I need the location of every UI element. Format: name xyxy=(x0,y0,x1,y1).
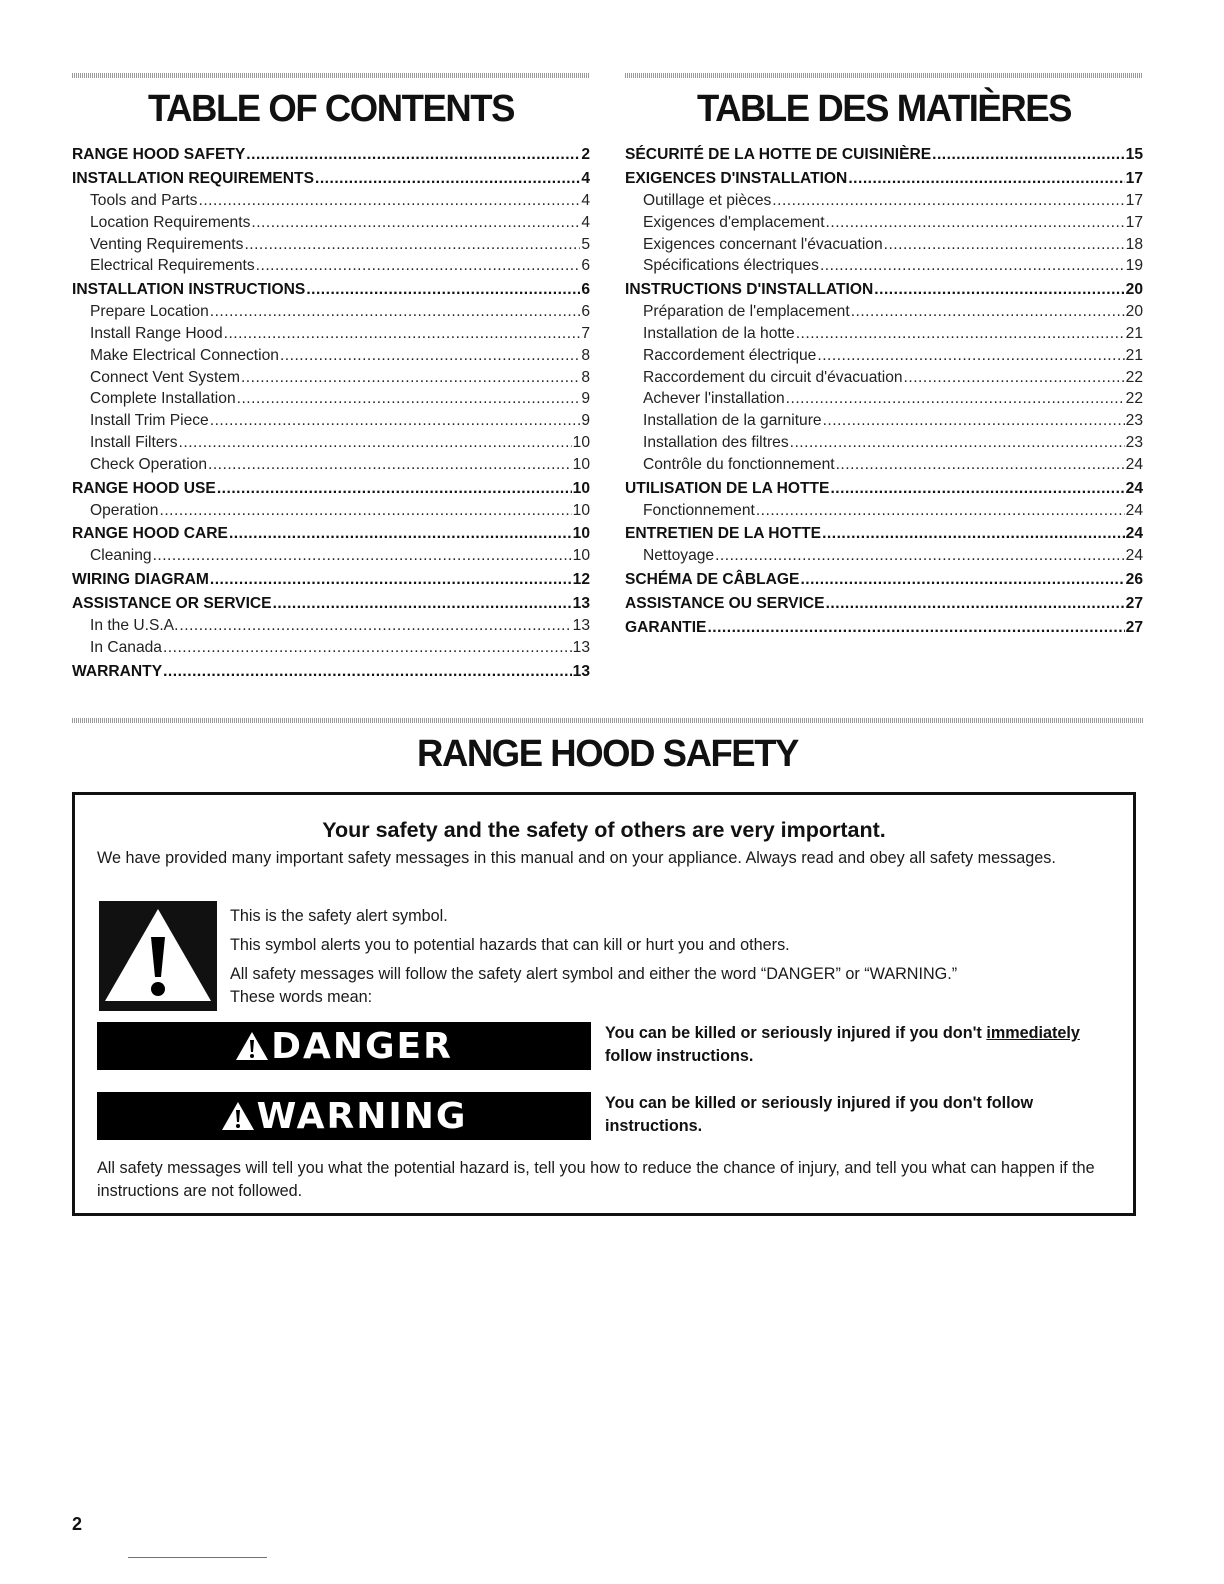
toc-entry-page: 7 xyxy=(581,324,590,342)
toc-entry[interactable] xyxy=(72,367,590,389)
toc-leader-dots xyxy=(198,190,580,212)
toc-leader-dots xyxy=(224,323,581,345)
toc-entry-page: 26 xyxy=(1125,571,1143,589)
toc-entry-page: 19 xyxy=(1125,257,1143,275)
danger-alert-icon xyxy=(235,1030,269,1062)
warning-alert-icon xyxy=(221,1100,255,1132)
toc-entry-label: RANGE HOOD CARE xyxy=(72,525,228,543)
danger-banner xyxy=(97,1022,591,1070)
toc-entry-page: 9 xyxy=(581,412,590,430)
toc-entry[interactable] xyxy=(72,478,590,500)
warning-banner xyxy=(97,1092,591,1140)
toc-leader-dots xyxy=(210,569,572,591)
toc-leader-dots xyxy=(884,234,1125,256)
toc-entry-page: 18 xyxy=(1125,235,1143,253)
toc-leader-dots xyxy=(163,661,572,683)
alert-line-1: This is the safety alert symbol. xyxy=(230,907,448,925)
toc-leader-dots xyxy=(315,168,580,190)
toc-entry[interactable] xyxy=(625,545,1143,567)
toc-entry[interactable] xyxy=(72,323,590,345)
toc-entry-page: 22 xyxy=(1125,368,1143,386)
toc-entry-label: Make Electrical Connection xyxy=(90,346,279,364)
toc-entry-page: 10 xyxy=(572,547,590,565)
toc-leader-dots xyxy=(715,545,1125,567)
section-rule xyxy=(72,718,1143,723)
toc-entry-label: Fonctionnement xyxy=(643,501,755,519)
toc-leader-dots xyxy=(210,301,581,323)
toc-list-en xyxy=(72,142,590,683)
toc-leader-dots xyxy=(851,301,1125,323)
toc-entry-label: Cleaning xyxy=(90,547,152,565)
toc-entry-page: 2 xyxy=(581,146,590,164)
toc-entry-page: 10 xyxy=(572,455,590,473)
toc-entry-label: INSTALLATION INSTRUCTIONS xyxy=(72,281,306,299)
toc-entry[interactable] xyxy=(625,279,1143,301)
toc-entry-page: 17 xyxy=(1125,191,1143,209)
toc-entry-page: 4 xyxy=(581,191,590,209)
toc-entry-label: Operation xyxy=(90,501,159,519)
page-number: 2 xyxy=(72,1514,83,1534)
toc-entry-page: 24 xyxy=(1125,479,1143,497)
safety-closing: All safety messages will tell you what the potential hazard is, tell you how to reduce the chance of injury, and tell you what can happen if the instructions are not followed. xyxy=(97,1159,1095,1200)
toc-entry-page: 23 xyxy=(1125,412,1143,430)
toc-entry-page: 17 xyxy=(1125,170,1143,188)
toc-entry[interactable] xyxy=(625,569,1143,591)
top-right-rule xyxy=(625,73,1143,78)
toc-entry[interactable] xyxy=(72,500,590,522)
toc-entry-label: Contrôle du fonctionnement xyxy=(643,455,835,473)
toc-entry-label: Installation de la hotte xyxy=(643,324,795,342)
toc-leader-dots xyxy=(208,454,572,476)
toc-leader-dots xyxy=(237,388,581,410)
toc-leader-dots xyxy=(823,410,1125,432)
toc-leader-dots xyxy=(159,500,571,522)
toc-entry-page: 5 xyxy=(581,235,590,253)
toc-entry-page: 6 xyxy=(581,303,590,321)
toc-entry-label: Tools and Parts xyxy=(90,191,198,209)
toc-entry-label: In the U.S.A. xyxy=(90,617,179,635)
toc-entry-page: 13 xyxy=(572,617,590,635)
toc-entry-page: 20 xyxy=(1125,303,1143,321)
toc-entry[interactable] xyxy=(72,545,590,567)
toc-entry-label: Achever l'installation xyxy=(643,390,785,408)
toc-leader-dots xyxy=(826,212,1125,234)
toc-leader-dots xyxy=(786,388,1125,410)
toc-leader-dots xyxy=(826,593,1125,615)
toc-entry-label: Exigences d'emplacement xyxy=(643,213,825,231)
danger-word: DANGER xyxy=(271,1025,453,1067)
toc-entry-page: 27 xyxy=(1125,619,1143,637)
toc-entry[interactable] xyxy=(72,388,590,410)
toc-entry[interactable] xyxy=(72,410,590,432)
toc-entry-page: 17 xyxy=(1125,213,1143,231)
toc-entry-page: 24 xyxy=(1125,501,1143,519)
toc-entry[interactable] xyxy=(625,388,1143,410)
toc-entry[interactable] xyxy=(625,255,1143,277)
toc-entry-page: 13 xyxy=(572,638,590,656)
toc-title-en: TABLE OF CONTENTS xyxy=(148,88,514,130)
toc-leader-dots xyxy=(848,168,1124,190)
safety-box xyxy=(72,792,1136,1216)
toc-entry-label: Installation des filtres xyxy=(643,433,789,451)
toc-entry[interactable] xyxy=(625,523,1143,545)
toc-leader-dots xyxy=(163,637,572,659)
danger-message: You can be killed or seriously injured if you don't immediately follow instructions. xyxy=(605,1024,1080,1065)
toc-entry[interactable] xyxy=(625,144,1143,166)
toc-entry[interactable] xyxy=(625,617,1143,639)
toc-entry-label: RANGE HOOD SAFETY xyxy=(72,146,246,164)
toc-entry-label: In Canada xyxy=(90,638,162,656)
toc-entry-label: Outillage et pièces xyxy=(643,191,772,209)
toc-entry-label: Exigences concernant l'évacuation xyxy=(643,235,883,253)
toc-entry[interactable] xyxy=(72,615,590,637)
toc-entry-label: Install Filters xyxy=(90,433,178,451)
toc-leader-dots xyxy=(756,500,1125,522)
toc-leader-dots xyxy=(820,255,1125,277)
toc-leader-dots xyxy=(280,345,580,367)
toc-entry-label: Electrical Requirements xyxy=(90,257,255,275)
toc-entry-label: Raccordement du circuit d'évacuation xyxy=(643,368,903,386)
toc-entry-page: 20 xyxy=(1125,281,1143,299)
toc-entry[interactable] xyxy=(625,367,1143,389)
toc-list-fr xyxy=(625,142,1143,639)
toc-entry-label: Venting Requirements xyxy=(90,235,244,253)
alert-line-3: All safety messages will follow the safety alert symbol and either the word “DANGER” or “WARNING.” xyxy=(230,965,958,983)
toc-entry[interactable] xyxy=(72,569,590,591)
toc-leader-dots xyxy=(904,367,1125,389)
toc-entry-page: 10 xyxy=(572,525,590,543)
toc-entry-page: 23 xyxy=(1125,433,1143,451)
toc-entry-label: Préparation de l'emplacement xyxy=(643,303,850,321)
toc-leader-dots xyxy=(306,279,580,301)
toc-entry[interactable] xyxy=(625,410,1143,432)
toc-entry[interactable] xyxy=(72,190,590,212)
toc-leader-dots xyxy=(246,144,580,166)
toc-entry-label: INSTALLATION REQUIREMENTS xyxy=(72,170,314,188)
footer-line xyxy=(128,1557,267,1558)
toc-leader-dots xyxy=(217,478,572,500)
toc-entry[interactable] xyxy=(625,212,1143,234)
toc-entry-page: 4 xyxy=(581,213,590,231)
toc-entry-label: ASSISTANCE OR SERVICE xyxy=(72,595,272,613)
toc-entry-page: 8 xyxy=(581,346,590,364)
toc-entry[interactable] xyxy=(72,279,590,301)
toc-entry-page: 21 xyxy=(1125,346,1143,364)
toc-entry[interactable] xyxy=(72,637,590,659)
safety-title: RANGE HOOD SAFETY xyxy=(417,733,798,775)
toc-leader-dots xyxy=(210,410,581,432)
toc-entry-label: Spécifications électriques xyxy=(643,257,819,275)
warning-word: WARNING xyxy=(256,1095,468,1137)
toc-leader-dots xyxy=(836,454,1125,476)
toc-entry-label: RANGE HOOD USE xyxy=(72,479,216,497)
toc-entry[interactable] xyxy=(625,593,1143,615)
toc-entry[interactable] xyxy=(625,168,1143,190)
top-left-rule xyxy=(72,73,590,78)
toc-leader-dots xyxy=(229,523,572,545)
toc-entry[interactable] xyxy=(625,190,1143,212)
toc-entry-label: EXIGENCES D'INSTALLATION xyxy=(625,170,848,188)
alert-line-2: This symbol alerts you to potential hazards that can kill or hurt you and others. xyxy=(230,936,790,954)
warning-message: You can be killed or seriously injured if you don't follow instructions. xyxy=(605,1094,1034,1135)
toc-entry[interactable] xyxy=(72,593,590,615)
toc-title-fr: TABLE DES MATIÈRES xyxy=(696,88,1072,130)
toc-entry[interactable] xyxy=(625,323,1143,345)
toc-entry-page: 10 xyxy=(572,433,590,451)
toc-entry-label: Install Trim Piece xyxy=(90,412,209,430)
toc-entry[interactable] xyxy=(72,454,590,476)
toc-entry-label: SÉCURITÉ DE LA HOTTE DE CUISINIÈRE xyxy=(625,146,932,164)
toc-leader-dots xyxy=(244,234,580,256)
toc-entry-page: 6 xyxy=(581,257,590,275)
toc-entry-label: Install Range Hood xyxy=(90,324,223,342)
toc-entry[interactable] xyxy=(625,432,1143,454)
toc-entry[interactable] xyxy=(625,345,1143,367)
toc-entry-page: 10 xyxy=(572,479,590,497)
toc-entry[interactable] xyxy=(625,301,1143,323)
alert-line-4: These words mean: xyxy=(230,988,373,1006)
toc-leader-dots xyxy=(179,432,572,454)
toc-entry-label: WARRANTY xyxy=(72,662,163,680)
warning-triangle-icon xyxy=(99,901,217,1011)
toc-entry-label: Connect Vent System xyxy=(90,368,240,386)
toc-entry-page: 15 xyxy=(1125,146,1143,164)
safety-heading: Your safety and the safety of others are very important. xyxy=(322,818,886,842)
safety-intro: We have provided many important safety messages in this manual and on your appliance. Always read and obey all safety messages. xyxy=(97,849,1056,867)
toc-entry[interactable] xyxy=(625,500,1143,522)
toc-entry-page: 4 xyxy=(581,170,590,188)
toc-leader-dots xyxy=(273,593,572,615)
safety-alert-symbol xyxy=(99,901,217,1011)
toc-leader-dots xyxy=(874,279,1124,301)
danger-emphasis: immediately xyxy=(986,1024,1080,1042)
toc-entry[interactable] xyxy=(72,345,590,367)
toc-entry[interactable] xyxy=(625,478,1143,500)
toc-entry-label: GARANTIE xyxy=(625,619,707,637)
toc-leader-dots xyxy=(241,367,580,389)
toc-entry-page: 10 xyxy=(572,501,590,519)
toc-leader-dots xyxy=(822,523,1125,545)
toc-entry[interactable] xyxy=(625,234,1143,256)
toc-entry-label: Complete Installation xyxy=(90,390,236,408)
toc-entry[interactable] xyxy=(72,661,590,683)
toc-leader-dots xyxy=(179,615,571,637)
toc-entry-page: 9 xyxy=(581,390,590,408)
toc-leader-dots xyxy=(932,144,1125,166)
toc-leader-dots xyxy=(256,255,581,277)
toc-entry-page: 12 xyxy=(572,571,590,589)
toc-entry-page: 13 xyxy=(572,595,590,613)
toc-leader-dots xyxy=(153,545,572,567)
toc-entry[interactable] xyxy=(72,144,590,166)
toc-entry-label: WIRING DIAGRAM xyxy=(72,571,209,589)
toc-leader-dots xyxy=(790,432,1125,454)
toc-entry-label: SCHÉMA DE CÂBLAGE xyxy=(625,571,800,589)
toc-leader-dots xyxy=(796,323,1125,345)
toc-entry-label: Location Requirements xyxy=(90,213,251,231)
toc-entry-page: 24 xyxy=(1125,547,1143,565)
toc-leader-dots xyxy=(830,478,1124,500)
toc-entry-label: Check Operation xyxy=(90,455,208,473)
toc-entry[interactable] xyxy=(72,255,590,277)
toc-entry[interactable] xyxy=(72,523,590,545)
toc-entry-page: 27 xyxy=(1125,595,1143,613)
toc-entry-label: ASSISTANCE OU SERVICE xyxy=(625,595,825,613)
toc-entry-label: Nettoyage xyxy=(643,547,715,565)
toc-entry[interactable] xyxy=(72,234,590,256)
toc-entry-page: 24 xyxy=(1125,455,1143,473)
toc-entry-label: Installation de la garniture xyxy=(643,412,822,430)
toc-entry-page: 21 xyxy=(1125,324,1143,342)
toc-entry[interactable] xyxy=(72,212,590,234)
toc-entry[interactable] xyxy=(625,454,1143,476)
toc-leader-dots xyxy=(772,190,1124,212)
toc-leader-dots xyxy=(251,212,580,234)
toc-entry-page: 13 xyxy=(572,662,590,680)
toc-leader-dots xyxy=(800,569,1124,591)
toc-leader-dots xyxy=(707,617,1124,639)
toc-entry-page: 24 xyxy=(1125,525,1143,543)
toc-entry-label: INSTRUCTIONS D'INSTALLATION xyxy=(625,281,874,299)
toc-leader-dots xyxy=(817,345,1124,367)
toc-entry[interactable] xyxy=(72,432,590,454)
toc-entry-page: 8 xyxy=(581,368,590,386)
toc-entry-label: ENTRETIEN DE LA HOTTE xyxy=(625,525,822,543)
toc-entry-label: UTILISATION DE LA HOTTE xyxy=(625,479,830,497)
toc-entry-page: 22 xyxy=(1125,390,1143,408)
toc-entry-label: Prepare Location xyxy=(90,303,209,321)
toc-entry-page: 6 xyxy=(581,281,590,299)
toc-entry-label: Raccordement électrique xyxy=(643,346,817,364)
toc-entry[interactable] xyxy=(72,301,590,323)
toc-entry[interactable] xyxy=(72,168,590,190)
